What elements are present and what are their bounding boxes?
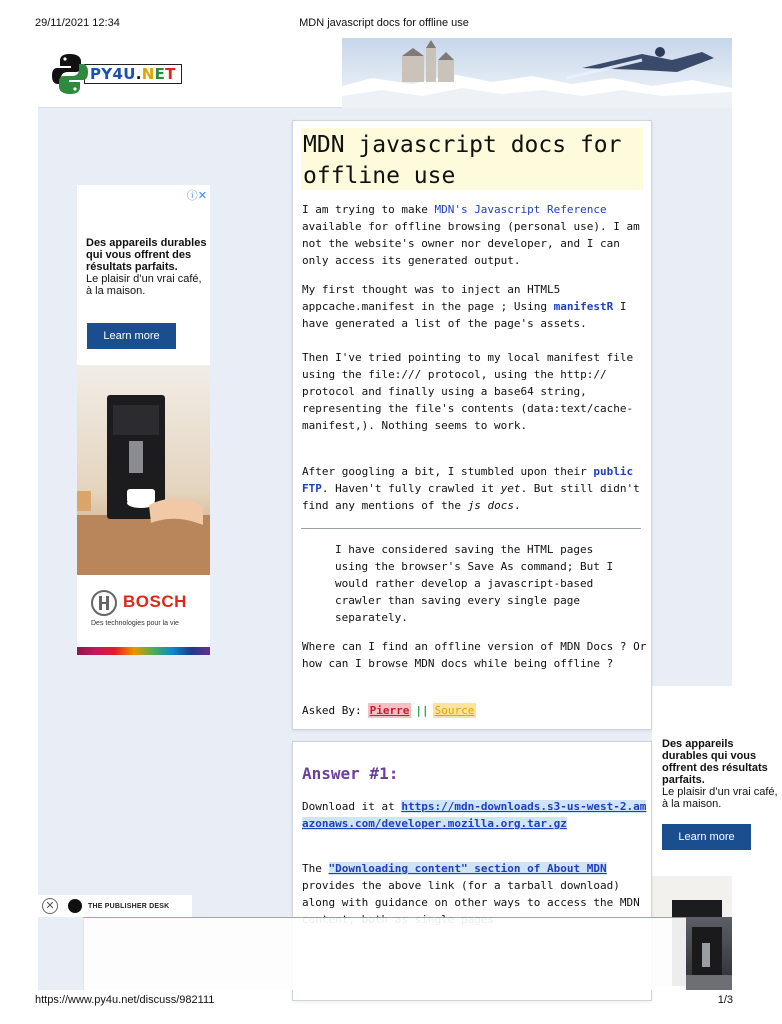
ad-learn-more-button[interactable]: Learn more: [87, 323, 176, 349]
print-header: [0, 17, 768, 31]
question-paragraph: [302, 281, 647, 332]
text: js docs: [467, 499, 514, 512]
close-icon[interactable]: ✕: [42, 898, 58, 914]
text: I am trying to make: [302, 203, 435, 216]
asked-by: [302, 703, 476, 718]
question-card: [292, 120, 652, 730]
download-link[interactable]: https://mdn-downloads.s3-us-west-2.amazonaws.com/developer.mozilla.org.tar.gz: [302, 800, 647, 830]
question-paragraph: Then I've tried pointing to my local manifest file using the file:/// protocol, using the http:// protocol and finally using a base64 string, representing the file's contents (data:text/cache-manifest,). Nothing seems to work.: [302, 351, 634, 432]
logo-wordmark: [84, 64, 182, 84]
bosch-logo-icon: [89, 588, 119, 618]
text: . But still didn't find any mentions of the: [302, 482, 640, 512]
site-logo[interactable]: [52, 52, 182, 96]
print-footer: [0, 994, 768, 1008]
question-paragraph: Where can I find an offline version of MDN Docs ? Or how can I browse MDN docs while being offline ?: [302, 640, 647, 670]
question-paragraph: [302, 463, 647, 514]
text: . Haven't fully crawled it: [321, 482, 501, 495]
page: [38, 38, 778, 990]
text: provides the above link (for a tarball download) along with guidance on other ways to access the MDN: [302, 879, 640, 909]
video-thumbnail[interactable]: [686, 917, 732, 990]
video-overlay-bar[interactable]: [83, 917, 686, 990]
text: After googling a bit, I stumbled upon their: [302, 465, 594, 478]
author-link[interactable]: Pierre: [369, 704, 410, 717]
source-link[interactable]: Source: [434, 704, 475, 717]
text: My first thought was to inject an HTML5 appcache.manifest in the page ; Using: [302, 283, 561, 313]
text: yet: [500, 482, 521, 495]
logo-letter: Y: [101, 65, 113, 83]
answer-paragraph: [302, 798, 647, 832]
coffee-machine-image: [77, 365, 210, 575]
header-banner-image: [342, 38, 732, 108]
ad-heading: Des appareils durables qui vous offrent des résultats parfaits.: [86, 237, 207, 273]
text: I have generated a list of the page's assets.: [302, 300, 627, 330]
ad-choices-icon[interactable]: ⓘ✕: [186, 190, 207, 202]
question-blockquote: I have considered saving the HTML pages using the browser's Save As command; But I would rather develop a javascript-based crawler than saving every single page separately.: [335, 543, 614, 624]
ad-brand-tagline: Des technologies pour la vie: [91, 620, 179, 627]
publisher-bar: [38, 895, 192, 917]
site-header: [38, 38, 732, 108]
text: available for offline browsing (personal use). I am not the website's owner nor developer, and I can only access its generated output.: [302, 220, 640, 267]
text: The: [302, 862, 329, 875]
logo-letter: P: [90, 65, 102, 83]
public-ftp-link[interactable]: public FTP: [302, 465, 634, 495]
mdn-reference-link[interactable]: MDN's Javascript Reference: [434, 203, 607, 216]
asked-by-label: Asked By:: [302, 704, 362, 717]
ad-body: Le plaisir d’un vrai café, à la maison.: [662, 786, 778, 810]
logo-letter: E: [154, 65, 166, 83]
ad-text: [86, 237, 208, 297]
question-paragraph: [302, 201, 647, 269]
divider: [301, 528, 641, 529]
ad-heading: Des appareils durables qui vous offrent des résultats parfaits.: [662, 738, 768, 786]
publisher-name: THE PUBLISHER DESK: [88, 902, 170, 910]
logo-letter: 4: [112, 65, 124, 83]
logo-letter: T: [165, 65, 176, 83]
downloading-content-link[interactable]: "Downloading content" section of About MDN: [328, 862, 607, 875]
ad-color-stripe: [77, 647, 210, 655]
text: Download it at: [302, 800, 402, 813]
logo-letter: .: [135, 65, 142, 83]
python-logo-icon: [52, 52, 88, 96]
ad-body: Le plaisir d’un vrai café, à la maison.: [86, 273, 202, 297]
ad-brand-name: BOSCH: [123, 592, 187, 611]
print-title: MDN javascript docs for offline use: [299, 17, 469, 29]
skier-icon: [567, 47, 714, 78]
castle-icon: [402, 40, 454, 82]
ad-learn-more-button[interactable]: Learn more: [662, 824, 751, 850]
answer-title: Answer #1:: [302, 764, 399, 783]
ad-text: [662, 738, 782, 810]
ad-left[interactable]: [77, 185, 210, 655]
print-page-count: 1/3: [717, 994, 733, 1006]
publisher-logo-icon: [68, 899, 82, 913]
ad-brand-area: [77, 580, 210, 655]
print-datetime: 29/11/2021 12:34: [35, 17, 120, 29]
separator: ||: [415, 704, 429, 717]
print-url: https://www.py4u.net/discuss/982111: [35, 994, 215, 1006]
question-title: MDN javascript docs for offline use: [301, 128, 643, 190]
logo-letter: U: [123, 65, 136, 83]
logo-letter: N: [141, 65, 155, 83]
manifestr-link[interactable]: manifestR: [553, 300, 614, 313]
text: .: [513, 499, 521, 512]
